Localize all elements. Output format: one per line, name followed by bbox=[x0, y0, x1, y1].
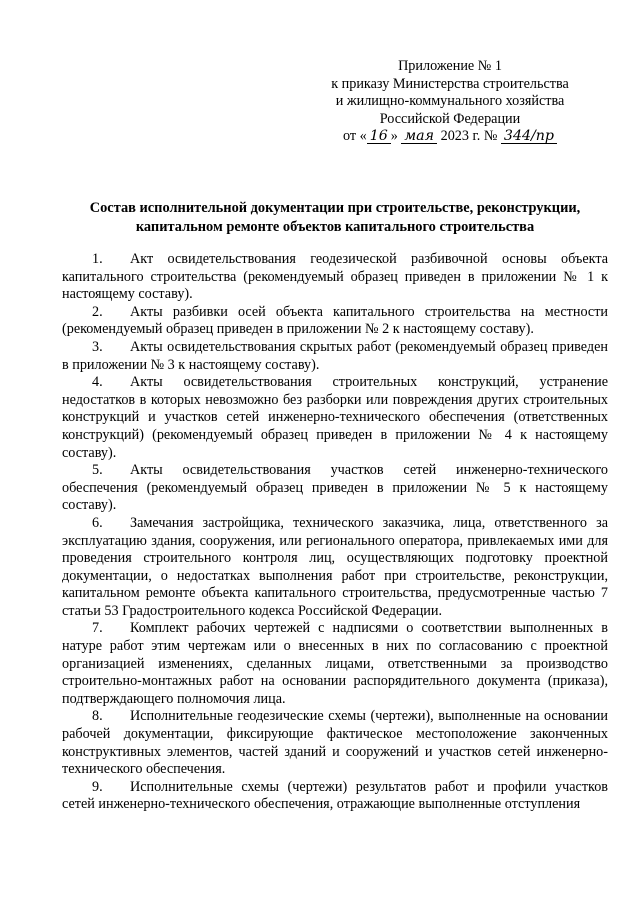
item-number: 6. bbox=[92, 514, 103, 531]
item-number: 8. bbox=[92, 708, 103, 725]
order-date-line bbox=[300, 128, 600, 146]
item-text: Исполнительные схемы (чертежи) результатов работ и профили участков сетей инженерно-технического обеспечения, отражающие выполненные отступления bbox=[62, 778, 608, 813]
order-country-line: Российской Федерации bbox=[379, 110, 521, 127]
item-text: Акты освидетельствования участков сетей инженерно-технического обеспечения (рекомендуемый образец приведен в приложении № 5 к настоящему составу). bbox=[62, 462, 608, 514]
document-body bbox=[62, 251, 608, 814]
order-ministry-line-2: и жилищно-коммунального хозяйства bbox=[335, 93, 565, 110]
item-number: 7. bbox=[92, 620, 103, 637]
list-item bbox=[62, 251, 608, 304]
list-item bbox=[62, 462, 608, 515]
list-item bbox=[62, 515, 608, 621]
date-day-handwritten: 16 bbox=[367, 129, 391, 144]
item-number: 1. bbox=[92, 251, 103, 267]
item-number: 4. bbox=[92, 374, 103, 391]
list-item bbox=[62, 779, 608, 814]
item-text: Акт освидетельствования геодезической разбивочной основы объекта капитального строительства (рекомендуемый образец приведен в приложении № 1 к настоящему составу). bbox=[62, 251, 608, 303]
item-text: Комплект рабочих чертежей с надписями о соответствии выполненных в натуре работ этим чертежам или о внесенных в них по согласованию с проектной организацией изменениях, сделанных лицами, ответственными за производство строительно-монтажных работ на основании распорядительного документа (приказа), подтверждающего полномочия лица. bbox=[62, 620, 608, 707]
date-prefix: от « bbox=[342, 128, 367, 145]
list-item bbox=[62, 708, 608, 778]
item-text: Акты освидетельствования скрытых работ (рекомендуемый образец приведен в приложении № 3 к настоящему составу). bbox=[62, 338, 608, 373]
list-item bbox=[62, 620, 608, 708]
doc-number-handwritten: 344/пр bbox=[501, 129, 557, 144]
date-month-handwritten: мая bbox=[401, 129, 437, 144]
item-text: Замечания застройщика, технического заказчика, лица, ответственного за эксплуатацию здания, сооружения, или регионального оператора, привлекаемых ими для проведения строительного контроля лиц, осуществляющих подготовку проектной документации, о недостатках выполнения работ при строительстве, реконструкции, капитальном ремонте объекта капитального строительства, предусмотренные частью 7 статьи 53 Градостроительного кодекса Российской Федерации. bbox=[62, 514, 608, 619]
item-text: Исполнительные геодезические схемы (чертежи), выполненные на основании рабочей документации, фиксирующие фактическое местоположение законченных конструктивных элементов, частей зданий и сооружений и участков сетей инженерно-технического обеспечения. bbox=[62, 708, 608, 778]
item-number: 2. bbox=[92, 303, 103, 320]
item-text: Акты разбивки осей объекта капитального строительства на местности (рекомендуемый образец приведен в приложении № 2 к настоящему составу). bbox=[62, 303, 608, 338]
item-number: 9. bbox=[92, 778, 103, 795]
appendix-header bbox=[300, 58, 600, 146]
list-item bbox=[62, 304, 608, 339]
item-text: Акты освидетельствования строительных конструкций, устранение недостатков в которых невозможно без разборки или повреждения других строительных конструкций и участков сетей инженерно-технического обеспечения (ответственных конструкций) (рекомендуемый образец приведен в приложении № 4 к настоящему составу). bbox=[62, 374, 608, 461]
item-number: 3. bbox=[92, 338, 103, 355]
appendix-number: Приложение № 1 bbox=[398, 58, 502, 74]
list-item bbox=[62, 339, 608, 374]
date-mid: » bbox=[390, 128, 398, 145]
list-item bbox=[62, 374, 608, 462]
date-year: 2023 г. № bbox=[440, 128, 498, 145]
document-title: Состав исполнительной документации при строительстве, реконструкции, капитальном ремонте объектов капитального строительства bbox=[89, 200, 581, 235]
order-ministry-line: к приказу Министерства строительства bbox=[331, 75, 569, 92]
item-number: 5. bbox=[92, 462, 103, 479]
